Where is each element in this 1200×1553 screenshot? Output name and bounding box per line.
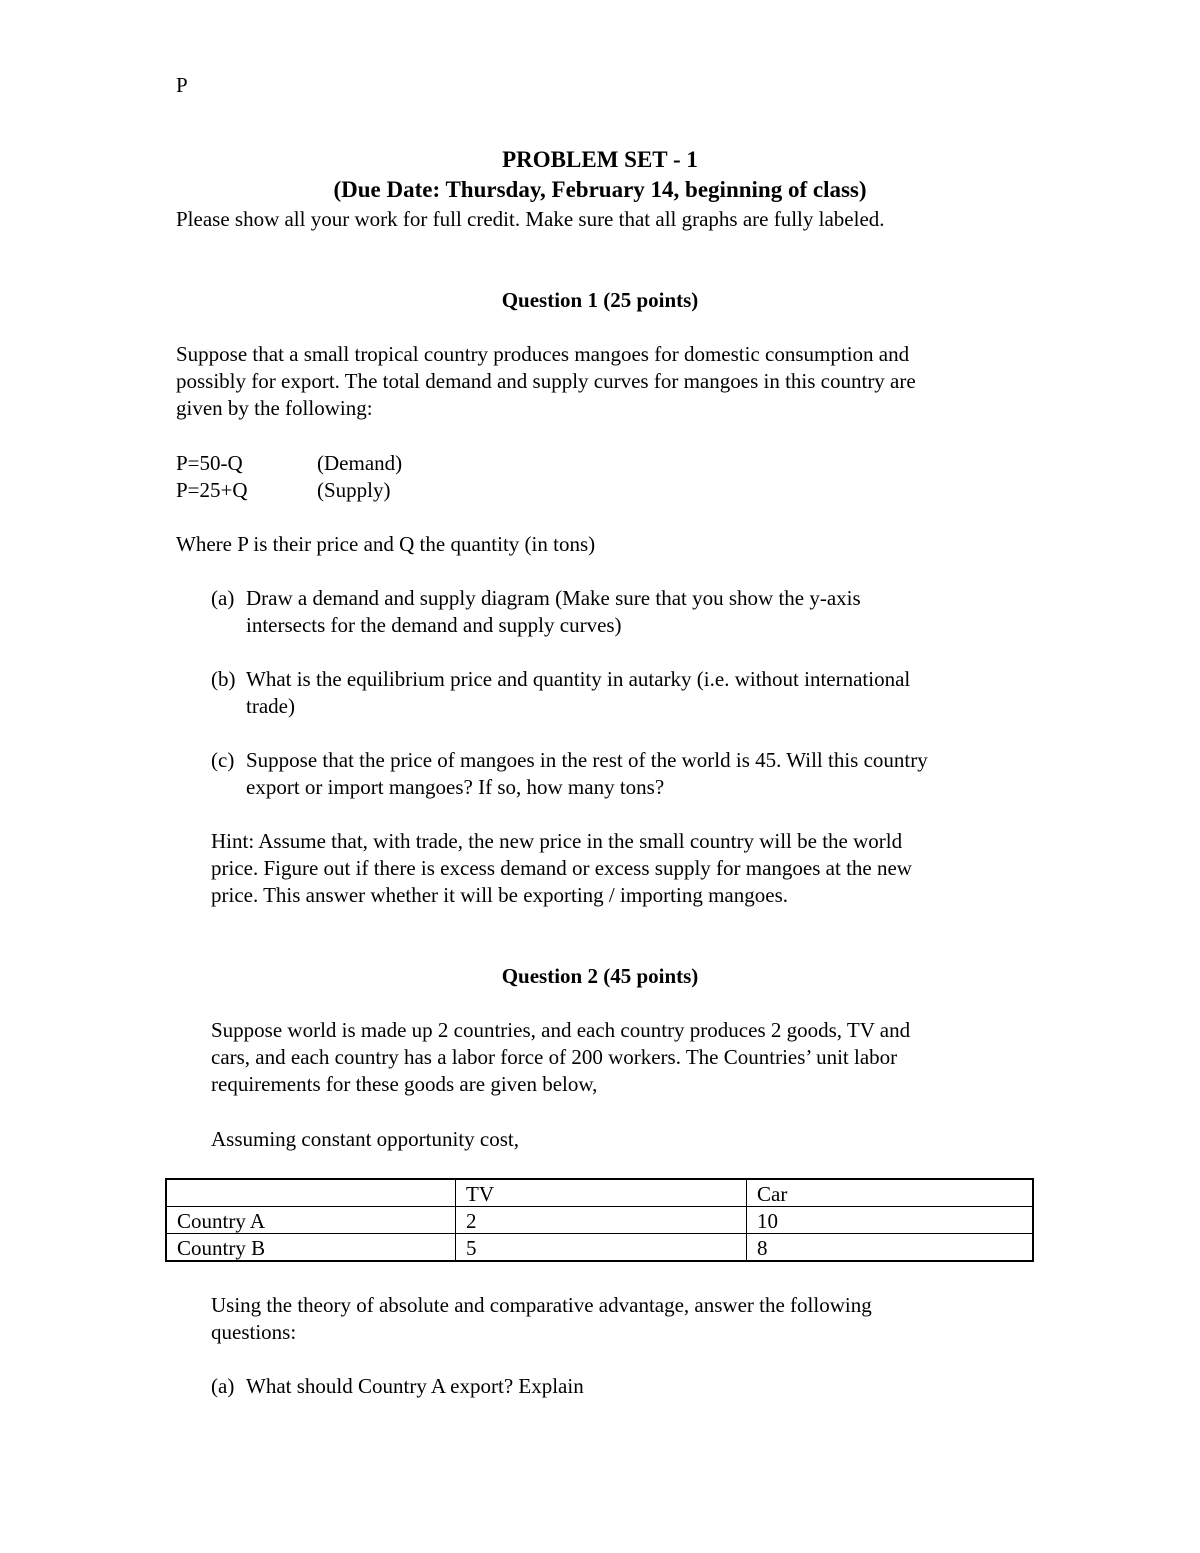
question-1-intro (176, 341, 916, 422)
text-line: Using the theory of absolute and comparative advantage, answer the following (211, 1293, 872, 1317)
text-line: Hint: Assume that, with trade, the new price in the small country will be the world (211, 829, 903, 853)
equation-label: (Demand) (317, 451, 403, 475)
due-date: (Due Date: Thursday, February 14, beginning of class) (333, 177, 867, 202)
text-line: questions: (211, 1320, 297, 1344)
text-line: export or import mangoes? If so, how many tons? (246, 775, 665, 799)
table-header-cell: TV (456, 1179, 747, 1207)
labor-requirements-table (165, 1178, 1034, 1262)
table-cell: 8 (747, 1234, 1034, 1262)
table-cell: Country A (166, 1207, 456, 1234)
text-line: Suppose that a small tropical country produces mangoes for domestic consumption and (176, 342, 910, 366)
table-header-row (166, 1179, 1033, 1207)
part-label: (c) (211, 748, 235, 772)
table-cell: Country B (166, 1234, 456, 1262)
table-header-cell: Car (747, 1179, 1034, 1207)
assumption-text: Assuming constant opportunity cost, (211, 1127, 519, 1151)
text-line: trade) (246, 694, 295, 718)
equation-label: (Supply) (317, 478, 391, 502)
page-marker: P (176, 73, 188, 97)
table-cell: 5 (456, 1234, 747, 1262)
table-cell: 10 (747, 1207, 1034, 1234)
instructions: Please show all your work for full credit. Make sure that all graphs are fully labeled. (176, 207, 885, 231)
text-line: Draw a demand and supply diagram (Make sure that you show the y-axis (246, 586, 861, 610)
question-1-hint (211, 828, 912, 909)
page-title: PROBLEM SET - 1 (502, 147, 698, 172)
question-1-heading: Question 1 (25 points) (501, 288, 699, 312)
equation-expression: P=25+Q (176, 478, 248, 502)
table-row (166, 1234, 1033, 1262)
question-2-instructions (211, 1292, 872, 1346)
text-line: cars, and each country has a labor force of 200 workers. The Countries’ unit labor (211, 1045, 898, 1069)
text-line: intersects for the demand and supply curves) (246, 613, 622, 637)
text-line: given by the following: (176, 396, 373, 420)
where-definition: Where P is their price and Q the quantity (in tons) (176, 532, 596, 556)
question-2-heading: Question 2 (45 points) (501, 964, 699, 988)
table-row (166, 1207, 1033, 1234)
text-line: possibly for export. The total demand and supply curves for mangoes in this country are (176, 369, 916, 393)
text-line: Suppose that the price of mangoes in the rest of the world is 45. Will this country (246, 748, 928, 772)
equation-expression: P=50-Q (176, 451, 243, 475)
text-line: What is the equilibrium price and quantity in autarky (i.e. without international (246, 667, 911, 691)
question-2-intro (211, 1017, 910, 1098)
text-line: price. Figure out if there is excess demand or excess supply for mangoes at the new (211, 856, 912, 880)
part-label: (b) (211, 667, 236, 691)
table-header-cell (166, 1179, 456, 1207)
part-label: (a) (211, 586, 235, 610)
text-line: requirements for these goods are given below, (211, 1072, 598, 1096)
text-line: What should Country A export? Explain (246, 1374, 584, 1398)
text-line: Suppose world is made up 2 countries, and each country produces 2 goods, TV and (211, 1018, 911, 1042)
table-cell: 2 (456, 1207, 747, 1234)
part-label: (a) (211, 1374, 235, 1398)
text-line: price. This answer whether it will be exporting / importing mangoes. (211, 883, 788, 907)
